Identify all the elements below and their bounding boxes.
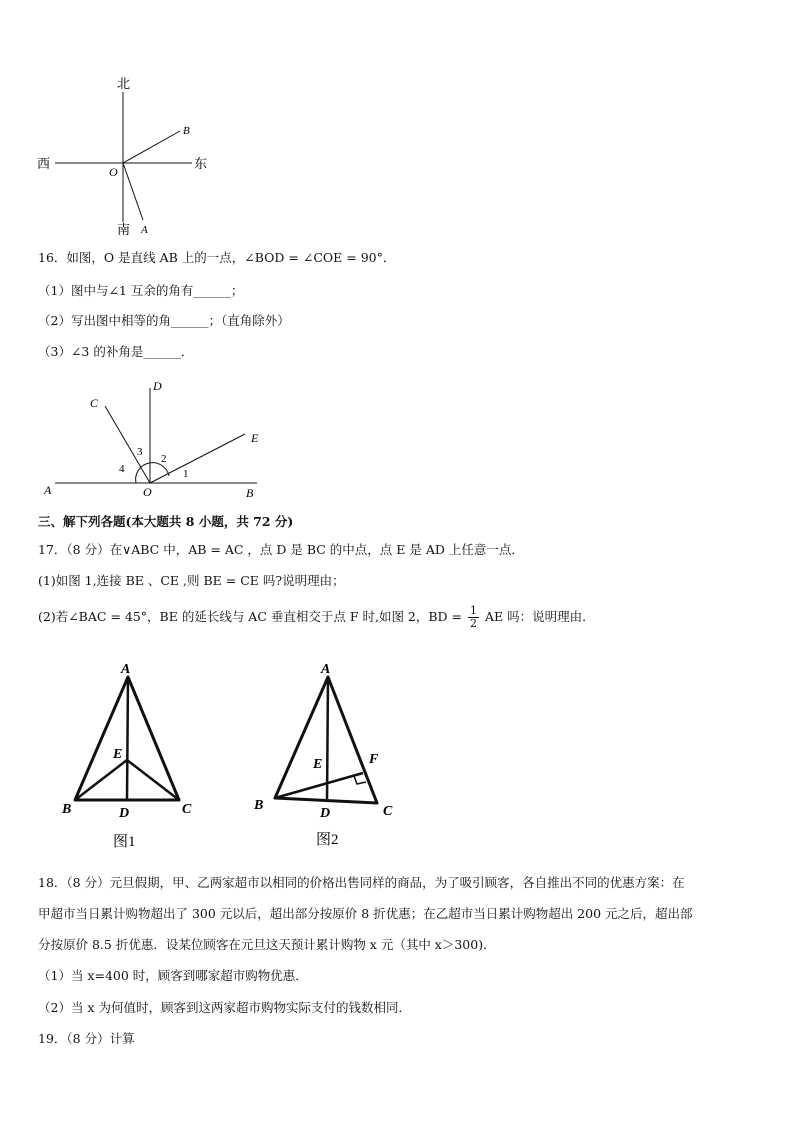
fraction-numerator: 1 [470, 604, 478, 617]
compass-figure [30, 72, 220, 237]
fig1-label-C: C [182, 802, 192, 817]
q16-stem: 16．如图，O 是直线 AB 上的一点，∠BOD = ∠COE = 90°． [38, 250, 396, 265]
q18-line2: 甲超市当日累计购物超出了 300 元以后，超出部分按原价 8 折优惠；在乙超市当日累计购物超出 200 元之后，超出部 [38, 906, 693, 921]
q18-part1: （1）当 x=400 时，顾客到哪家超市购物优惠． [38, 968, 308, 983]
q18-part2: （2）当 x 为何值时，顾客到这两家超市购物实际支付的钱数相同． [38, 1000, 411, 1015]
q17-stem: 17．（8 分）在∨ABC 中，AB = AC ，点 D 是 BC 的中点，点 E 是 AD 上任意一点． [38, 542, 524, 557]
segment-BF-fig2 [275, 773, 363, 798]
q17-figure-2 [250, 655, 410, 855]
fig1-label-A: A [121, 662, 131, 677]
north-label: 北 [117, 76, 131, 91]
right-angle-mark [354, 776, 366, 784]
label-O: O [143, 485, 152, 499]
point-O-label: O [109, 165, 118, 179]
q16-part2: （2）写出图中相等的角______；（直角除外） [38, 313, 290, 328]
fraction-denominator: 2 [470, 617, 478, 630]
fig1-label-B: B [62, 802, 72, 817]
q17-part2 [38, 605, 595, 630]
q17-part2-text-a: (2)若∠BAC = 45°，BE 的延长线与 AC 垂直相交于点 F 时,如图 2，BD = [38, 609, 463, 624]
q18-line1: 18．（8 分）元旦假期，甲、乙两家超市以相同的价格出售同样的商品，为了吸引顾客，各自推出不同的优惠方案：在 [38, 875, 685, 890]
fraction-one-half [468, 605, 479, 630]
fig1-label-E: E [113, 747, 123, 762]
q17-part2-text-b: AE 吗：说明理由． [485, 609, 595, 624]
ray-OB [123, 131, 180, 163]
point-B-label: B [183, 125, 190, 137]
fig1-caption: 图1 [113, 834, 136, 850]
point-A-label: A [141, 224, 148, 236]
fig2-label-B: B [254, 798, 264, 813]
fig2-label-E: E [313, 757, 323, 772]
label-B: B [246, 486, 254, 500]
label-E: E [251, 431, 259, 445]
fig1-label-D: D [119, 806, 130, 821]
q16-angle-figure [35, 372, 275, 502]
fig2-label-A: A [321, 662, 331, 677]
label-A: A [44, 483, 52, 497]
label-D: D [153, 379, 162, 393]
fig2-caption: 图2 [316, 832, 339, 848]
q16-part3: （3）∠3 的补角是______． [38, 344, 194, 359]
angle-arc [136, 463, 169, 483]
label-3: 3 [137, 446, 143, 458]
q16-part1: （1）图中与∠1 互余的角有______； [38, 283, 244, 298]
east-label: 东 [194, 156, 208, 171]
fig2-label-F: F [369, 752, 379, 767]
label-2: 2 [161, 453, 167, 465]
fig2-label-D: D [320, 806, 331, 821]
q18-line3: 分按原价 8.5 折优惠．设某位顾客在元旦这天预计累计购物 x 元（其中 x＞300)． [38, 937, 496, 952]
fig2-label-C: C [383, 804, 393, 819]
label-C: C [90, 396, 99, 410]
q19-stem: 19．（8 分）计算 [38, 1031, 135, 1046]
label-4: 4 [119, 463, 125, 475]
south-label: 南 [117, 222, 131, 237]
west-label: 西 [37, 156, 51, 171]
q17-part1: (1)如图 1,连接 BE 、CE ,则 BE = CE 吗?说明理由； [38, 573, 345, 588]
section-heading: 三、解下列各题(本大题共 8 小题，共 72 分) [38, 514, 294, 529]
q17-figure-1 [55, 655, 215, 855]
label-1: 1 [183, 468, 189, 480]
ray-OC [105, 406, 150, 483]
ray-OA [123, 163, 143, 220]
segment-AD-fig1 [127, 677, 128, 800]
